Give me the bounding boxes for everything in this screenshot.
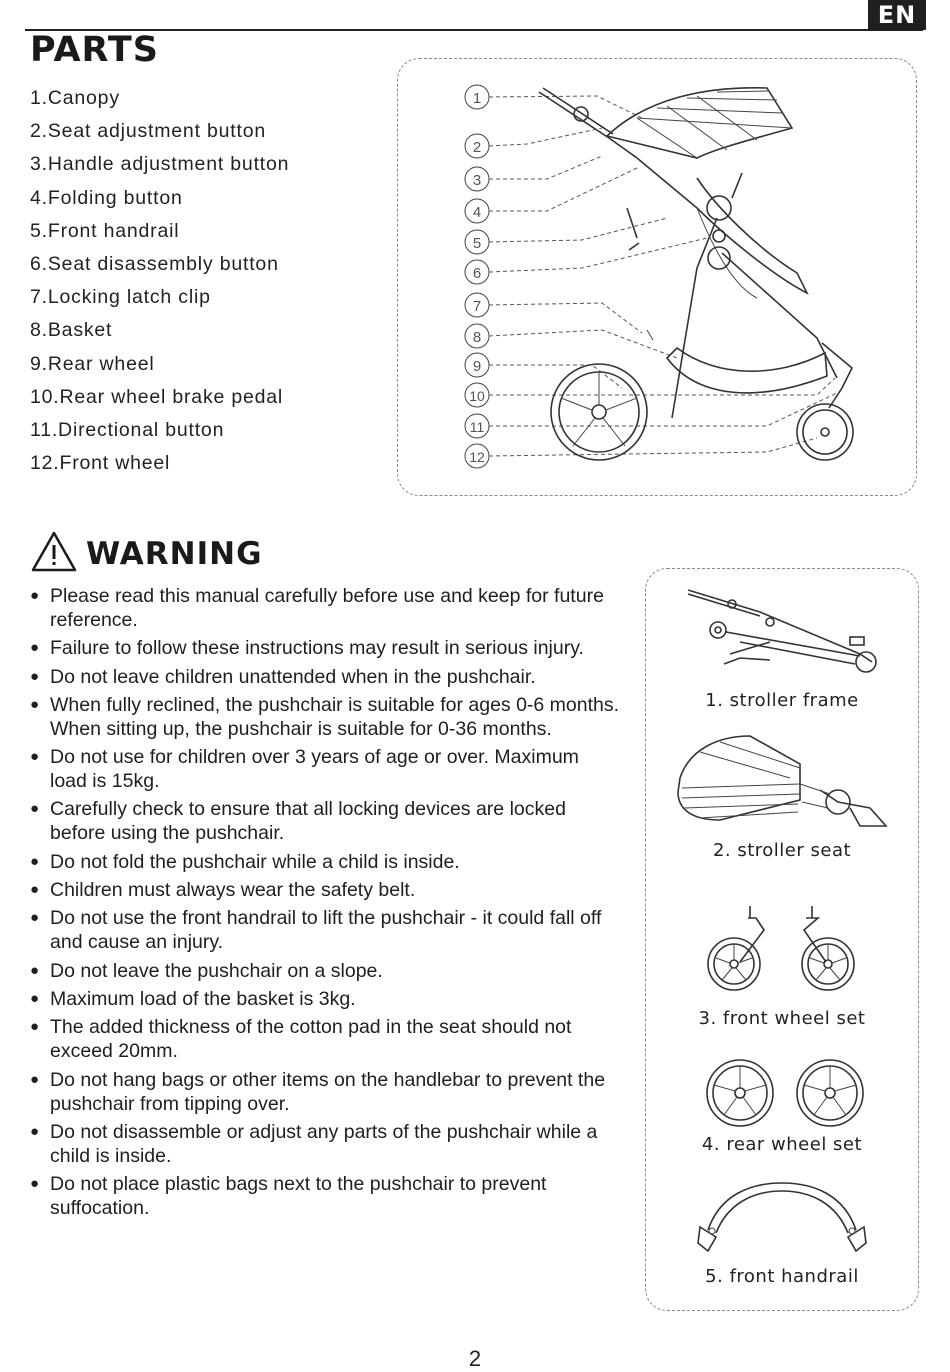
parts-list-item: 1.Canopy xyxy=(30,87,120,109)
warning-list xyxy=(30,584,620,1224)
parts-list-item: 6.Seat disassembly button xyxy=(30,252,279,275)
top-rule xyxy=(25,29,923,31)
callout-6 xyxy=(465,260,489,284)
callout-number: 7 xyxy=(472,298,482,315)
bullet: ● xyxy=(30,587,40,604)
callout-number: 4 xyxy=(472,204,482,221)
warning-item: ● Do not disassemble or adjust any parts of the pushchair while a child is inside. xyxy=(30,1120,598,1167)
parts-list-item: 12.Front wheel xyxy=(30,452,171,475)
bullet: ● xyxy=(30,1070,40,1088)
callout-4 xyxy=(465,199,489,223)
parts-list-item: 3.Handle adjustment button xyxy=(30,153,290,176)
parts-list xyxy=(30,84,289,482)
stroller-drawing xyxy=(539,88,853,460)
warning-item: ● Carefully check to ensure that all locking devices are locked before using the pushchair. xyxy=(30,798,566,845)
bullet: ● xyxy=(30,909,40,927)
parts-list-item: 11.Directional button xyxy=(30,418,225,441)
warning-item: ● Do not place plastic bags next to the pushchair to prevent suffocation. xyxy=(30,1173,547,1220)
callout-number: 2 xyxy=(472,139,482,156)
warning-item: ● Do not hang bags or other items on the handlebar to prevent the pushchair from tipping over. xyxy=(30,1068,606,1115)
callout-number: 3 xyxy=(472,172,482,189)
stroller-parts-diagram xyxy=(397,58,917,496)
warning-item: ● Do not use the front handrail to lift the pushchair - it could fall off and cause an injury. xyxy=(30,907,602,954)
bullet: ● xyxy=(30,639,40,657)
parts-list-item: 10.Rear wheel brake pedal xyxy=(30,385,284,408)
bullet: ● xyxy=(30,961,40,979)
bullet: ● xyxy=(30,989,40,1007)
callout-2 xyxy=(465,134,489,158)
callout-number: 10 xyxy=(469,388,485,404)
callout-5 xyxy=(465,230,489,254)
rear-wheel-set-icon xyxy=(660,1055,904,1135)
front-wheel-set-icon xyxy=(660,900,904,1000)
callout-number: 5 xyxy=(472,235,482,252)
callout-12 xyxy=(465,444,489,468)
bullet: ● xyxy=(30,1122,40,1140)
callout-3 xyxy=(465,167,489,191)
parts-list-item: 2.Seat adjustment button xyxy=(30,120,267,143)
callout-8 xyxy=(465,324,489,348)
callout-number: 8 xyxy=(472,329,482,346)
stroller-frame-icon xyxy=(660,582,904,682)
bullet: ● xyxy=(30,695,40,713)
warning-item: ● The added thickness of the cotton pad in the seat should not exceed 20mm. xyxy=(30,1016,572,1063)
warning-item: ● Maximum load of the basket is 3kg. xyxy=(30,987,356,1010)
callout-10 xyxy=(465,383,489,407)
bullet: ● xyxy=(30,748,40,766)
warning-item: ● Do not leave the pushchair on a slope. xyxy=(30,959,383,982)
callout-number: 12 xyxy=(469,449,485,465)
warning-triangle-icon xyxy=(30,528,78,576)
warning-item: ● Do not use for children over 3 years of age or over. Maximum load is 15kg. xyxy=(30,746,579,793)
warning-item: ● Children must always wear the safety belt. xyxy=(30,879,416,902)
warning-item: ● Do not leave children unattended when in the pushchair. xyxy=(30,665,536,688)
callout-number: 9 xyxy=(472,358,482,375)
language-badge: EN xyxy=(868,0,926,30)
callout-11 xyxy=(465,414,489,438)
parts-list-item: 5.Front handrail xyxy=(30,219,180,242)
stroller-seat-icon xyxy=(660,728,904,838)
bullet: ● xyxy=(30,800,40,818)
callout-1 xyxy=(465,85,489,109)
component-label: 5. front handrail xyxy=(705,1266,859,1287)
parts-list-item: 4.Folding button xyxy=(30,186,183,209)
bullet: ● xyxy=(30,1175,40,1193)
warning-item: ● When fully reclined, the pushchair is suitable for ages 0-6 months. When sitting up, the pushchair is suitable for 0-36 months. xyxy=(30,693,620,740)
callout-number: 1 xyxy=(472,90,482,107)
callout-7 xyxy=(465,293,489,317)
warning-title: WARNING xyxy=(86,536,263,572)
component-label: 1. stroller frame xyxy=(705,690,859,711)
front-handrail-icon xyxy=(660,1175,904,1260)
bullet: ● xyxy=(30,1018,40,1036)
bullet: ● xyxy=(30,667,40,685)
bullet: ● xyxy=(30,852,40,870)
parts-title: PARTS xyxy=(30,30,159,70)
parts-list-item: 9.Rear wheel xyxy=(30,352,155,375)
warning-item: ● Do not fold the pushchair while a child is inside. xyxy=(30,850,460,873)
bullet: ● xyxy=(30,881,40,899)
component-label: 4. rear wheel set xyxy=(701,1134,863,1155)
warning-item: ● Please read this manual carefully before use and keep for future reference. xyxy=(30,585,604,631)
callout-9 xyxy=(465,353,489,377)
callout-number: 11 xyxy=(469,419,485,435)
parts-list-item: 7.Locking latch clip xyxy=(30,286,211,309)
parts-list-item: 8.Basket xyxy=(30,319,113,342)
warning-item: ● Failure to follow these instructions may result in serious injury. xyxy=(30,637,584,660)
page-number: 2 xyxy=(468,1346,482,1371)
component-label: 3. front wheel set xyxy=(698,1008,866,1029)
callout-number: 6 xyxy=(472,265,482,282)
component-label: 2. stroller seat xyxy=(712,840,852,861)
